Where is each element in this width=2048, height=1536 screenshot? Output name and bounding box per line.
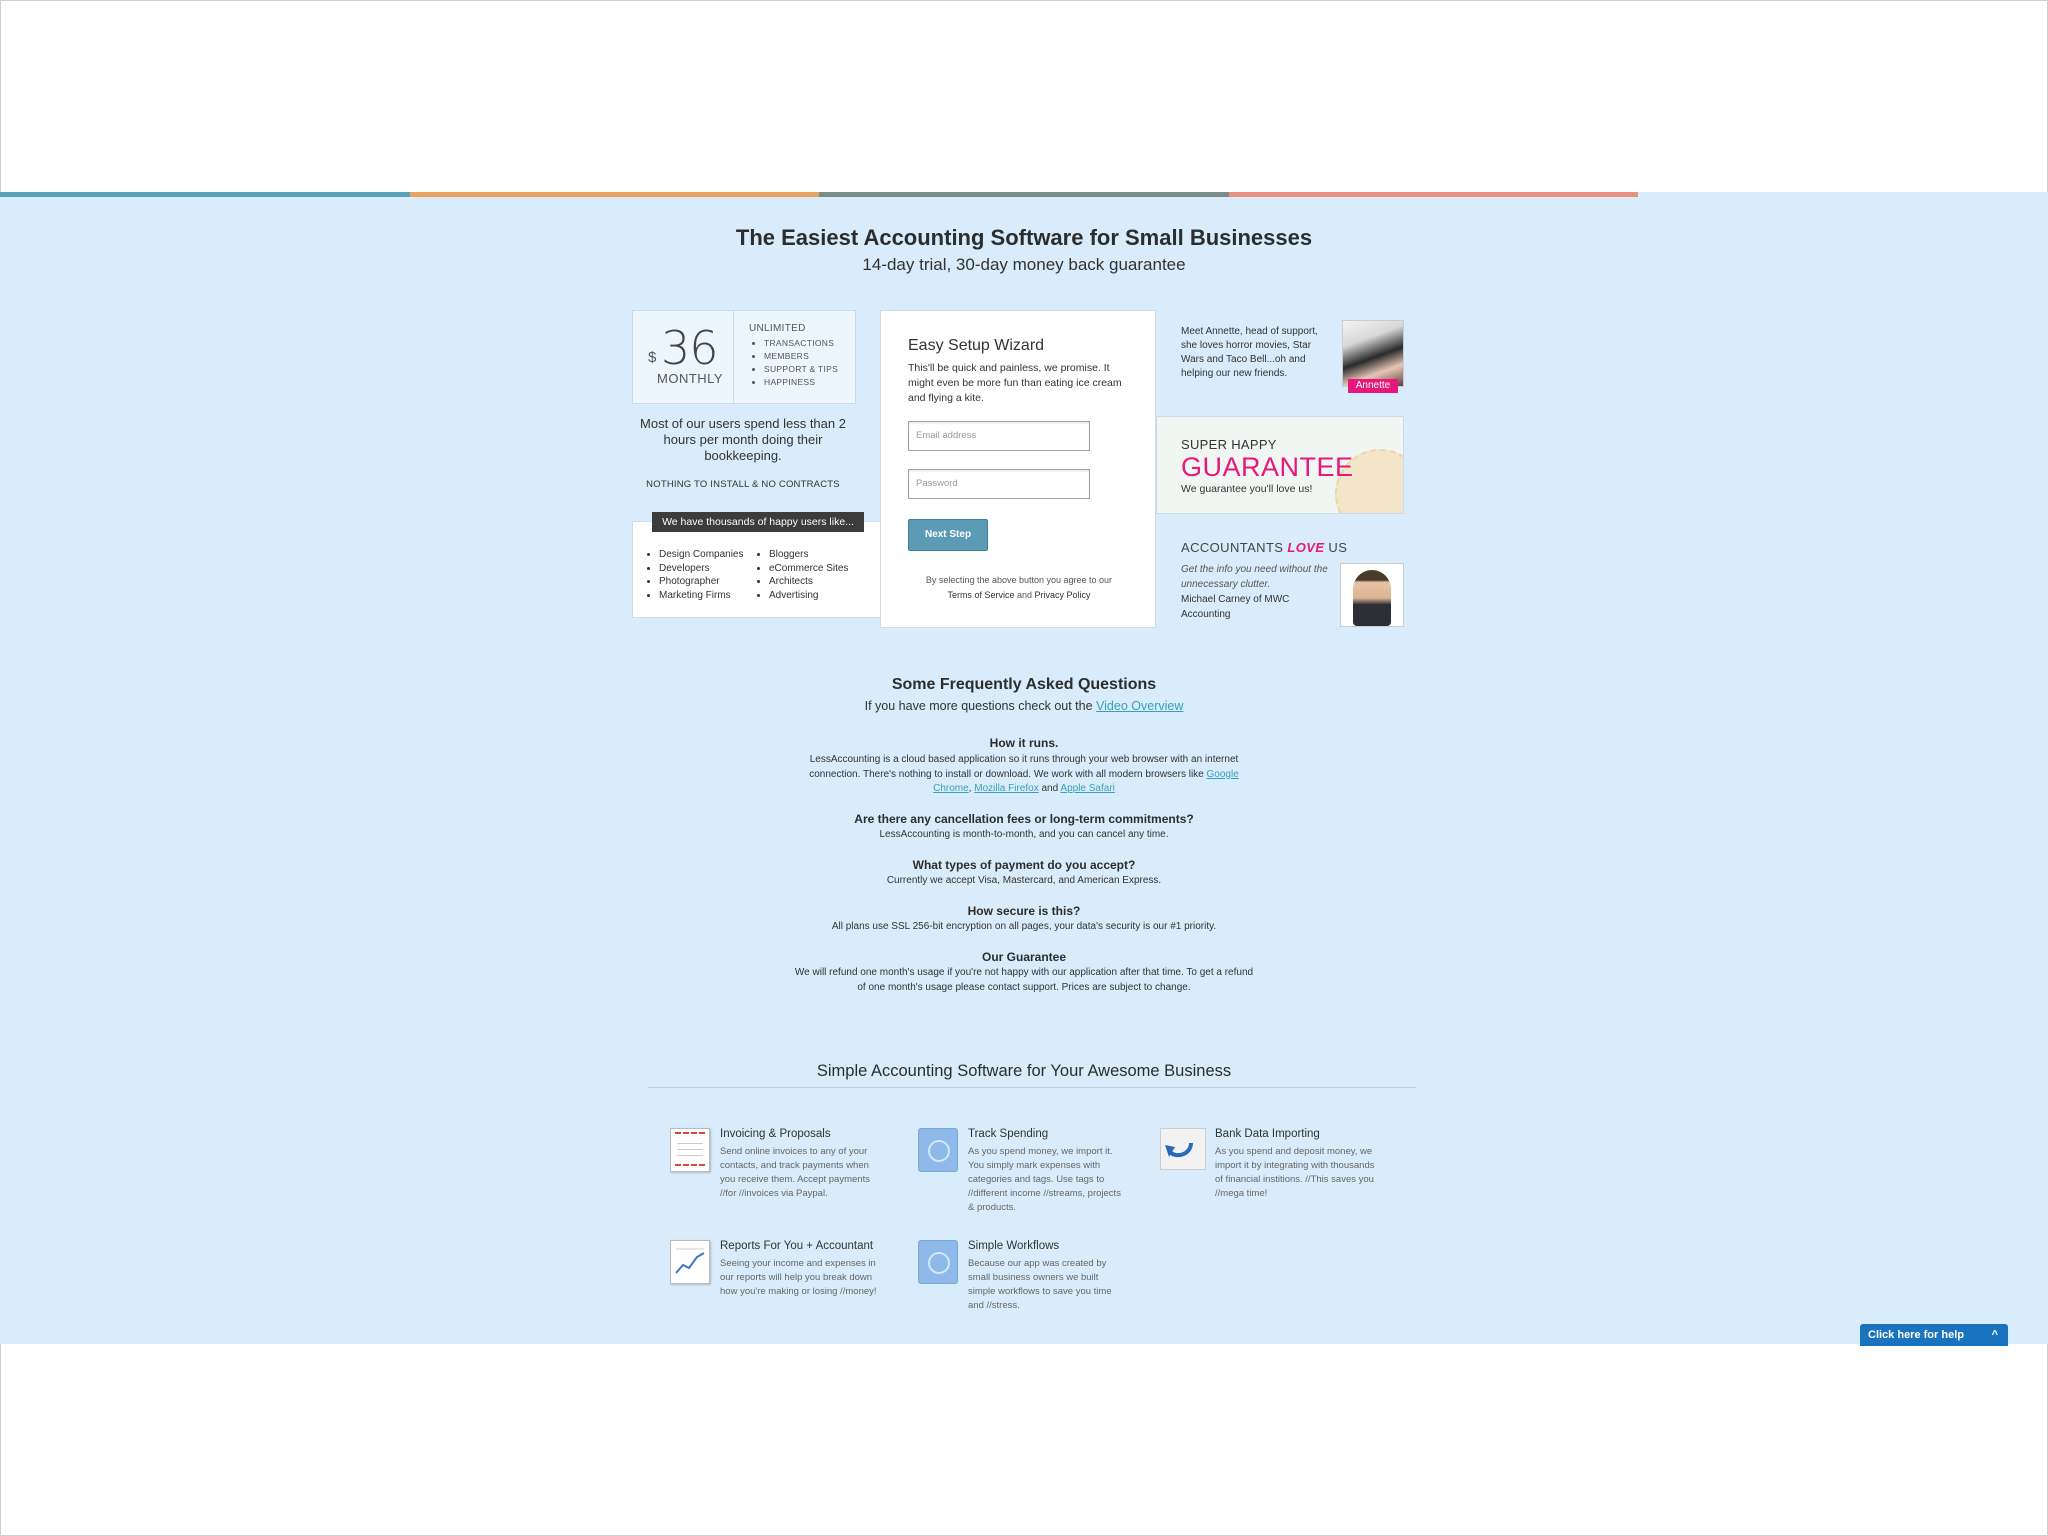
faq-answer: We will refund one month's usage if you're not happy with our application after that time. To get a refund of one month's usage please contact support. Prices are subject to change. [794,967,1254,993]
support-avatar [1342,320,1404,387]
pricing-pitch: Most of our users spend less than 2 hours per month doing their bookkeeping. [640,416,846,463]
setup-wizard-form [880,310,1156,628]
faq-answer: LessAccounting is month-to-month, and you can cancel any time. [879,829,1169,840]
feature-title: Track Spending [968,1128,1049,1140]
wizard-title: Easy Setup Wizard [908,337,1045,354]
list-item: • Architects [769,575,848,589]
terms-notice [881,573,1157,603]
wizard-description: This'll be quick and painless, we promise. It might even be more fun than eating ice cream and flying a kite. [908,362,1122,404]
faq-subtitle [0,699,2048,713]
faq-question: Are there any cancellation fees or long-term commitments? [854,812,1194,826]
help-label: Click here for help [1868,1329,1964,1341]
terms-prefix: By selecting the above button you agree to our [925,575,1113,585]
accountants-word: ACCOUNTANTS [1181,540,1284,555]
price-panel [633,311,734,403]
faq-answer-text: LessAccounting is a cloud based application so it runs through your web browser with an internet connection. There's nothing to install or download. We work with all modern browsers like [809,754,1239,780]
feature-title: Invoicing & Proposals [720,1128,831,1140]
testimonial-quote: Get the info you need without the unnecessary clutter. [1181,564,1328,590]
email-field[interactable]: Email address [908,421,1090,451]
price-period: MONTHLY [657,371,724,386]
guarantee-super: SUPER HAPPY [1181,437,1277,452]
feature-title: Reports For You + Accountant [720,1240,874,1252]
help-button[interactable] [1860,1324,2008,1346]
faq-answer: Currently we accept Visa, Mastercard, and American Express. [886,875,1162,886]
spending-icon [918,1128,958,1172]
faq-sub-text: If you have more questions check out the [864,699,1093,713]
firefox-link[interactable]: Mozilla Firefox [974,783,1039,794]
price-amount: 36 [661,321,718,375]
plan-feature: • MEMBERS [764,350,838,363]
next-step-button[interactable]: Next Step [908,519,988,551]
list-item: • Marketing Firms [659,589,744,603]
guarantee-headline: GUARANTEE [1181,452,1354,482]
password-field[interactable]: Password [908,469,1090,499]
faq-answer [794,753,1254,797]
chevron-up-icon: ^ [1991,1329,1998,1341]
list-item: • Bloggers [769,548,848,562]
accountants-heading [1181,540,1347,555]
feature-description: Because our app was created by small business owners we built simple workflows to save you time and //stress. [968,1258,1112,1311]
feature-description: As you spend money, we import it. You simply mark expenses with categories and tags. Use tags to //different income //streams, projects & products. [968,1146,1121,1213]
chrome-link[interactable]: Google Chrome [933,768,1239,794]
feature-description: Seeing your income and expenses in our reports will help you break down how you're making or losing //money! [720,1258,877,1297]
list-item: • Design Companies [659,548,744,562]
testimonial-face [1353,570,1391,626]
video-overview-link[interactable]: Video Overview [1096,699,1184,713]
love-word: LOVE [1287,540,1325,555]
features-title: Simple Accounting Software for Your Awesome Business [816,1062,1232,1080]
page-title: The Easiest Accounting Software for Small Businesses [735,225,1313,250]
list-item: • Developers [659,562,744,576]
plan-feature: • SUPPORT & TIPS [764,363,838,376]
divider [648,1087,1416,1088]
feature-description: Send online invoices to any of your contacts, and track payments when you receive them. Accept payments //for //invoices via Paypal. [720,1146,870,1199]
pricing-box [632,310,856,404]
bank-import-icon [1160,1128,1206,1170]
workflow-icon [918,1240,958,1284]
terms-and: and [1016,590,1033,600]
currency-symbol: $ [648,349,657,366]
terms-of-service-link[interactable]: Terms of Service [947,590,1015,600]
faq-answer: All plans use SSL 256-bit encryption on all pages, your data's security is our #1 priority. [831,921,1217,932]
feature-description: As you spend and deposit money, we import it by integrating with thousands of financial institions. //This saves you //mega time! [1215,1146,1375,1199]
no-install-note: NOTHING TO INSTALL & NO CONTRACTS [646,479,840,490]
guarantee-box [1156,416,1404,514]
feature-title: Simple Workflows [968,1240,1060,1252]
user-types-column-1 [643,548,744,602]
plan-feature: • TRANSACTIONS [764,337,838,350]
reports-icon [670,1240,710,1284]
faq-title: Some Frequently Asked Questions [891,676,1157,693]
and-word: and [1041,783,1059,794]
feature-title: Bank Data Importing [1215,1128,1320,1140]
list-item: • eCommerce Sites [769,562,848,576]
privacy-policy-link[interactable]: Privacy Policy [1034,590,1091,600]
faq-question: Our Guarantee [981,950,1067,964]
unlimited-label: UNLIMITED [749,323,806,334]
faq-question: How secure is this? [967,904,1081,918]
list-item: • Advertising [769,589,848,603]
plan-features [749,337,838,389]
happy-users-box [632,521,882,618]
user-types-column-2 [753,548,848,602]
happy-users-tag: We have thousands of happy users like... [652,512,864,532]
support-intro: Meet Annette, head of support, she loves horror movies, Star Wars and Taco Bell...oh and helping our new friends. [1181,326,1318,379]
testimonial-avatar [1340,563,1404,627]
invoice-icon [670,1128,710,1172]
comma: , [968,783,972,794]
plan-feature: • HAPPINESS [764,376,838,389]
page-subtitle: 14-day trial, 30-day money back guarantee [862,255,1186,274]
testimonial-author: Michael Carney of MWC Accounting [1181,594,1290,620]
support-name-tag: Annette [1348,379,1398,393]
us-word: US [1328,540,1348,555]
guarantee-subtext: We guarantee you'll love us! [1181,483,1313,495]
faq-question: What types of payment do you accept? [912,858,1136,872]
safari-link[interactable]: Apple Safari [1060,783,1115,794]
faq-question: How it runs. [989,736,1059,750]
list-item: • Photographer [659,575,744,589]
